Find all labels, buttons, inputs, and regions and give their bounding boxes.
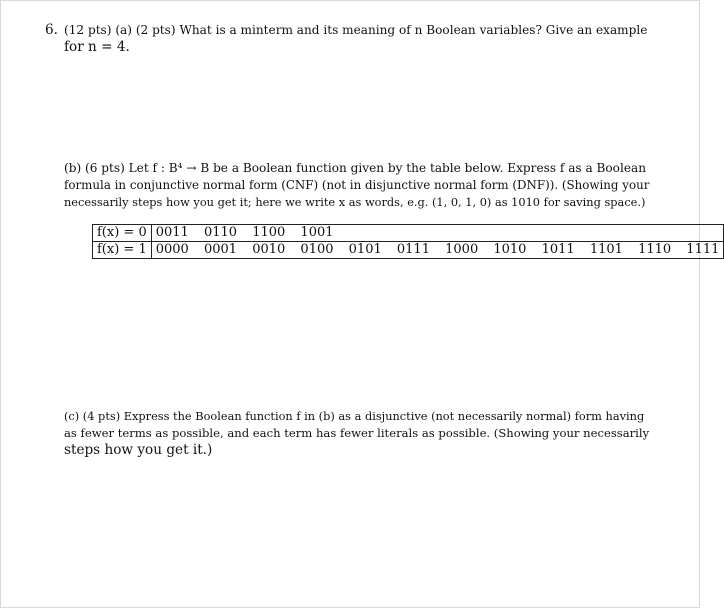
truth-table <box>92 224 724 259</box>
row-values-false <box>151 225 724 242</box>
table-cell: 0000 <box>155 242 189 257</box>
table-cell: 1100 <box>252 225 286 240</box>
table-cell: 1010 <box>493 242 527 257</box>
table-row-false <box>93 225 724 242</box>
part-a-line-1: (12 pts) (a) (2 pts) What is a minterm and its meaning of n Boolean variables? Give an example <box>64 23 648 37</box>
table-row-true <box>93 242 724 259</box>
part-b-line-1: (b) (6 pts) Let f : B⁴ → B be a Boolean function given by the table below. Express f as a Boolean <box>64 161 646 175</box>
table-cell: 0010 <box>252 242 286 257</box>
table-cell: 0111 <box>396 242 430 257</box>
table-cell: 1000 <box>445 242 479 257</box>
table-cell: 0100 <box>300 242 334 257</box>
table-cell: 1011 <box>541 242 575 257</box>
table-cell: 1001 <box>300 225 334 240</box>
table-cell: 1110 <box>638 242 672 257</box>
part-b-text <box>64 160 654 211</box>
part-a-text <box>64 22 654 56</box>
row-label-false: f(x) = 0 <box>93 225 152 242</box>
part-a-line-2: for n = 4. <box>64 39 130 55</box>
row-label-true: f(x) = 1 <box>93 242 152 259</box>
row-values-true <box>151 242 724 259</box>
table-cell: 1111 <box>686 242 720 257</box>
question-number: 6. <box>45 22 58 38</box>
part-b-line-3: necessarily steps how you get it; here we write x as words, e.g. (1, 0, 1, 0) as 1010 for saving space.) <box>64 195 646 209</box>
part-c-text <box>64 408 654 459</box>
part-b-line-2: formula in conjunctive normal form (CNF) (not in disjunctive normal form (DNF)). (Showing your <box>64 178 650 192</box>
table-cell: 0011 <box>155 225 189 240</box>
table-cell: 1101 <box>589 242 623 257</box>
part-c-line-3: steps how you get it.) <box>64 442 213 458</box>
table-cell: 0110 <box>203 225 238 240</box>
table-cell: 0101 <box>348 242 382 257</box>
part-c-line-2: as fewer terms as possible, and each term has fewer literals as possible. (Showing your necessarily <box>64 426 650 440</box>
part-c-line-1: (c) (4 pts) Express the Boolean function f in (b) as a disjunctive (not necessarily normal) form having <box>64 409 645 423</box>
table-cell: 0001 <box>203 242 238 257</box>
